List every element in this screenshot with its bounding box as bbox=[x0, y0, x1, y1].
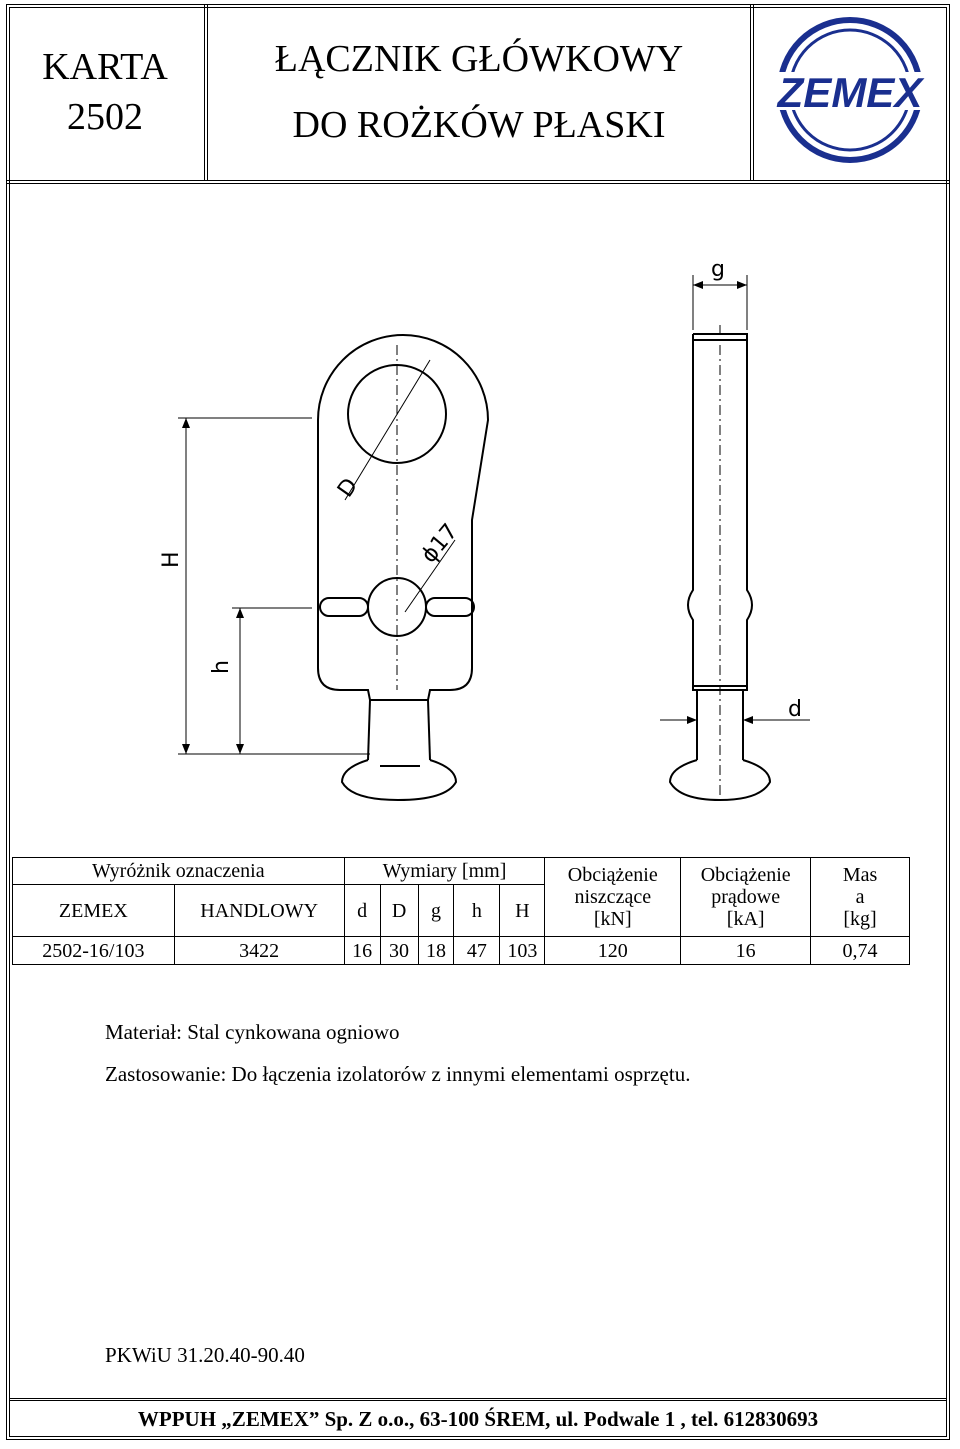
side-body-left bbox=[688, 334, 718, 690]
header-h: h bbox=[454, 885, 500, 937]
header-mass-unit: [kg] bbox=[843, 908, 877, 930]
dim-d-label: d bbox=[788, 697, 802, 722]
header-mass bbox=[811, 858, 910, 937]
material-text: Materiał: Stal cynkowana ogniowo bbox=[105, 1020, 400, 1044]
cell-D: 30 bbox=[380, 937, 418, 965]
dim-h-label: h bbox=[209, 660, 234, 674]
side-body-right bbox=[693, 334, 752, 690]
specification-table bbox=[12, 857, 910, 965]
header-zemex: ZEMEX bbox=[13, 885, 175, 937]
header-D: D bbox=[380, 885, 418, 937]
cell-handlowy: 3422 bbox=[174, 937, 344, 965]
header-break-load-1: Obciążenie bbox=[567, 864, 658, 886]
header-current-load-1: Obciążenie bbox=[700, 864, 791, 886]
pkwiu-text: PKWiU 31.20.40-90.40 bbox=[105, 1343, 305, 1367]
card-id: 2502 bbox=[67, 96, 143, 138]
dim-D-label: D bbox=[333, 473, 364, 503]
header-H: H bbox=[500, 885, 545, 937]
header-break-load-unit: [kN] bbox=[593, 908, 632, 930]
dim-phi-label: ϕ17 bbox=[416, 519, 464, 568]
slot-right bbox=[426, 598, 474, 616]
logo-text: ZEMEX bbox=[777, 69, 923, 116]
cell-zemex: 2502-16/103 bbox=[13, 937, 175, 965]
header-current-load-unit: [kA] bbox=[726, 908, 765, 930]
header-break-load-2: niszczące bbox=[574, 886, 652, 908]
title-line-2: DO ROŻKÓW PŁASKI bbox=[292, 104, 666, 146]
cell-mass: 0,74 bbox=[811, 937, 910, 965]
card-label: KARTA bbox=[42, 46, 168, 88]
cell-g: 18 bbox=[418, 937, 454, 965]
footer: WPPUH „ZEMEX” Sp. Z o.o., 63-100 ŚREM, ul. Podwale 1 , tel. 612830693 bbox=[10, 1398, 946, 1436]
header-current-load bbox=[681, 858, 811, 937]
cell-h: 47 bbox=[454, 937, 500, 965]
header-mark: Wyróżnik oznaczenia bbox=[13, 858, 345, 885]
header-break-load bbox=[545, 858, 681, 937]
header-mass-1: Mas bbox=[842, 864, 878, 886]
dim-g-label: g bbox=[711, 257, 725, 282]
slot-left bbox=[320, 598, 368, 616]
cell-break-load: 120 bbox=[545, 937, 681, 965]
header-current-load-2: prądowe bbox=[711, 886, 781, 908]
title-line-1: ŁĄCZNIK GŁÓWKOWY bbox=[274, 38, 684, 80]
cell-current-load: 16 bbox=[681, 937, 811, 965]
usage-text: Zastosowanie: Do łączenia izolatorów z innymi elementami osprzętu. bbox=[105, 1062, 691, 1086]
header-mass-2: a bbox=[855, 886, 865, 908]
header-handlowy: HANDLOWY bbox=[174, 885, 344, 937]
dim-H-label: H bbox=[159, 551, 184, 568]
cell-d: 16 bbox=[344, 937, 380, 965]
header-d: d bbox=[344, 885, 380, 937]
body-outline bbox=[318, 335, 488, 700]
header-dimensions: Wymiary [mm] bbox=[344, 858, 545, 885]
table-row bbox=[13, 937, 910, 965]
header-g: g bbox=[418, 885, 454, 937]
cell-H: 103 bbox=[500, 937, 545, 965]
